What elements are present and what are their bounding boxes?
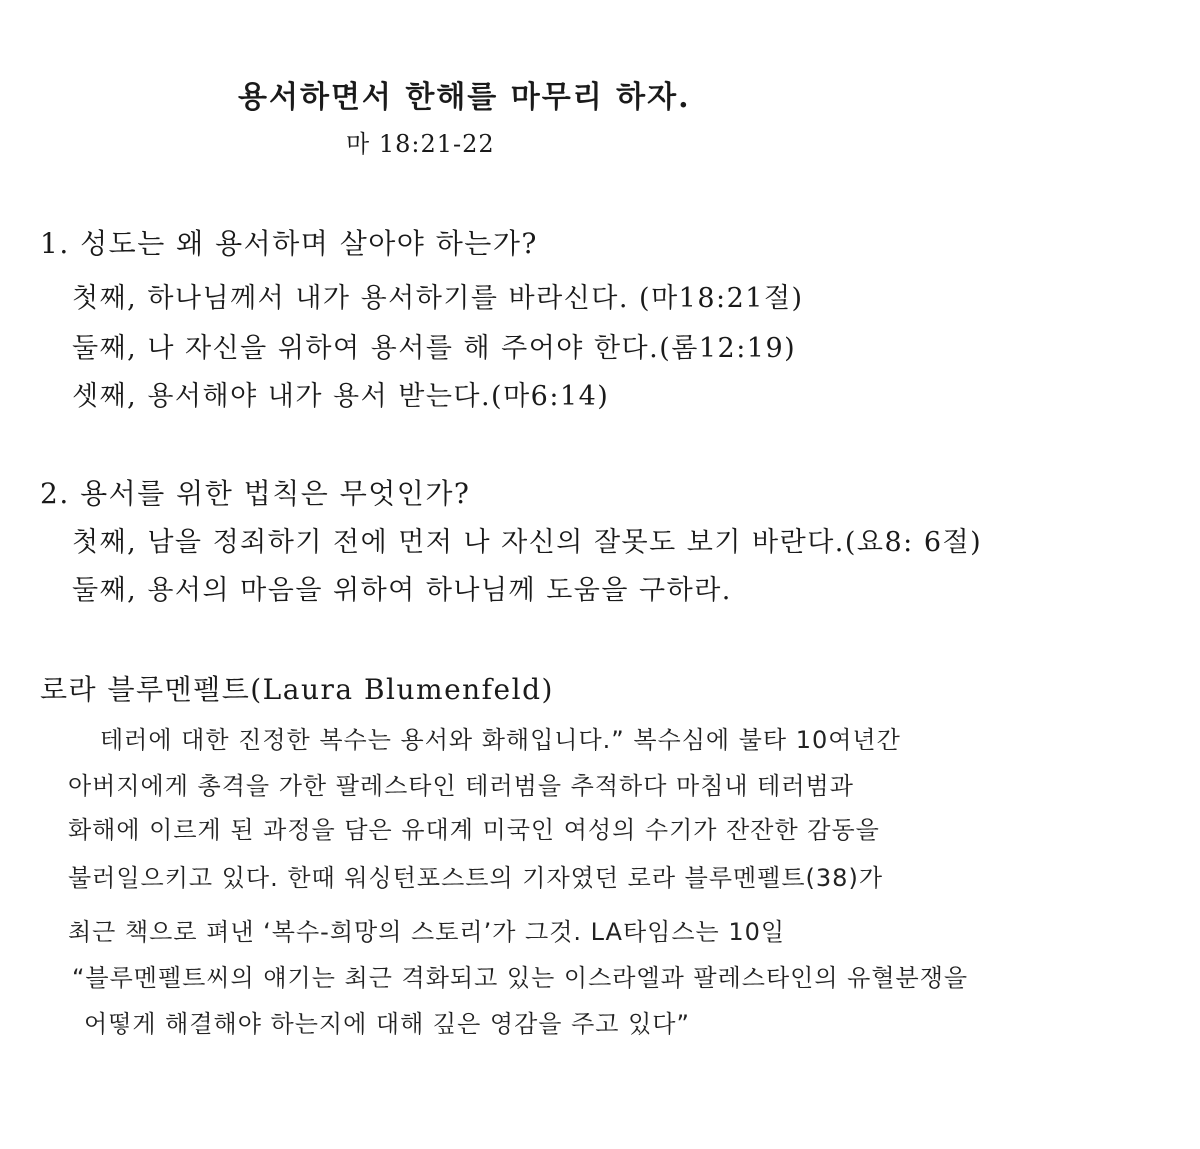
quote-line: 테러에 대한 진정한 복수는 용서와 화해입니다.” 복수심에 불타 10여년간 (100, 726, 901, 754)
quote-line: “블루멘펠트씨의 얘기는 최근 격화되고 있는 이스라엘과 팔레스타인의 유혈분쟁을 (72, 964, 969, 992)
document-title: 용서하면서 한해를 마무리 하자. (238, 80, 691, 115)
section-2-item: 둘째, 용서의 마음을 위하여 하나님께 도움을 구하라. (72, 575, 732, 606)
section-2-item: 첫째, 남을 정죄하기 전에 먼저 나 자신의 잘못도 보기 바란다.(요8: 6절) (72, 527, 983, 558)
section-1-item: 셋째, 용서해야 내가 용서 받는다.(마6:14) (72, 381, 610, 412)
quote-line: 화해에 이르게 된 과정을 담은 유대계 미국인 여성의 수기가 잔잔한 감동을 (68, 816, 880, 844)
section-1-heading: 1. 성도는 왜 용서하며 살아야 하는가? (40, 227, 538, 260)
quote-line: 불러일으키고 있다. 한때 워싱턴포스트의 기자였던 로라 블루멘펠트(38)가 (68, 864, 884, 892)
section-1-item: 첫째, 하나님께서 내가 용서하기를 바라신다. (마18:21절) (72, 283, 804, 314)
quote-line: 어떻게 해결해야 하는지에 대해 깊은 영감을 주고 있다” (84, 1010, 690, 1038)
scripture-reference: 마 18:21-22 (346, 130, 495, 158)
section-2-heading: 2. 용서를 위한 법칙은 무엇인가? (40, 477, 471, 510)
quote-line: 최근 책으로 펴낸 ‘복수-희망의 스토리’가 그것. LA타임스는 10일 (68, 918, 786, 946)
section-3-heading: 로라 블루멘펠트(Laura Blumenfeld) (40, 673, 554, 706)
section-1-item: 둘째, 나 자신을 위하여 용서를 해 주어야 한다.(롬12:19) (72, 333, 797, 364)
quote-line: 아버지에게 총격을 가한 팔레스타인 테러범을 추적하다 마침내 테러범과 (68, 772, 854, 800)
